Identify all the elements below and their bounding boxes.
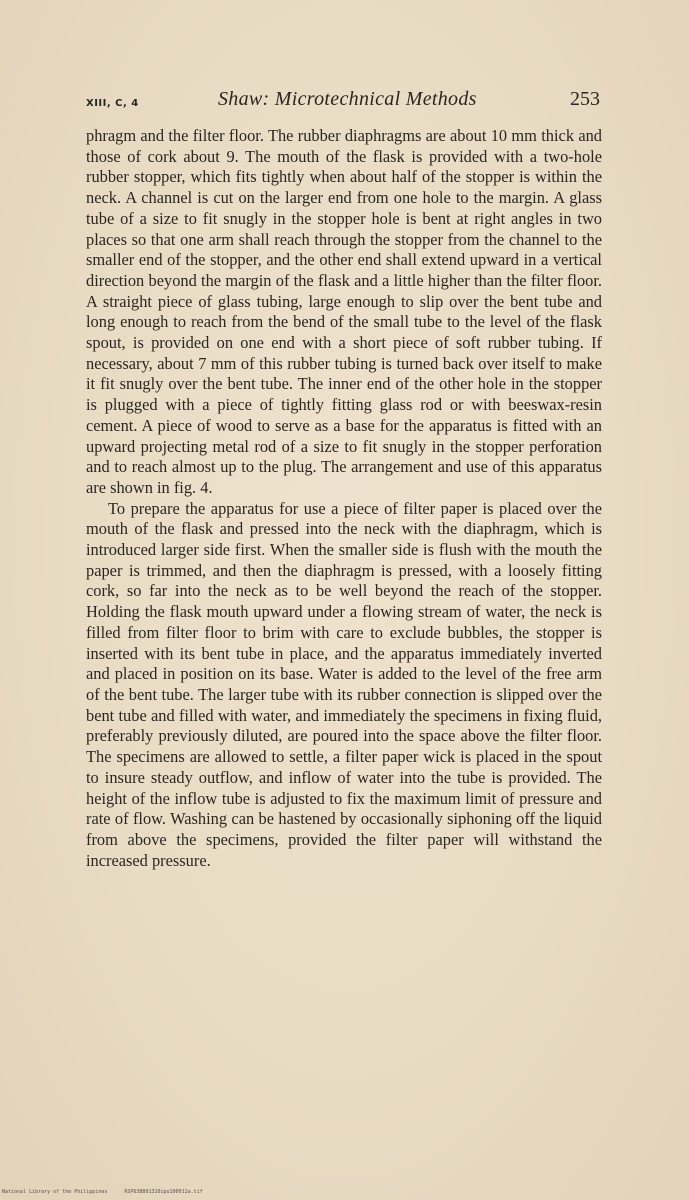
- scan-footer: [2, 1189, 203, 1195]
- footer-library: National Library of the Philippines: [2, 1189, 108, 1195]
- body-text: [86, 126, 602, 871]
- footer-file-id: RSP638B01310ipu100012a.tif: [124, 1189, 203, 1195]
- page-header: [86, 88, 600, 118]
- paragraph-1: phragm and the filter floor. The rubber diaphragms are about 10 mm thick and those of cork about 9. The mouth of the flask is provided with a two-hole rubber stopper, which fits tightly when about half of the stopper is within the neck. A channel is cut on the larger end from one hole to the margin. A glass tube of a size to fit snugly in the stopper hole is bent at right angles in two places so that one arm shall reach through the stopper from the channel to the smaller end of the stopper, and the other end shall extend upward in a vertical direction beyond the margin of the flask and a little higher than the filter floor. A straight piece of glass tubing, large enough to slip over the bent tube and long enough to reach from the bend of the small tube to the level of the flask spout, is provided on one end with a short piece of soft rubber tubing. If necessary, about 7 mm of this rubber tubing is turned back over itself to make it fit snugly over the bent tube. The inner end of the other hole in the stopper is plugged with a piece of tightly fitting glass rod or with beeswax-resin cement. A piece of wood to serve as a base for the apparatus is fitted with an upward projecting metal rod of a size to fit snugly in the stopper perforation and to reach almost up to the plug. The arrangement and use of this apparatus are shown in fig. 4.: [86, 126, 602, 497]
- running-title: Shaw: Microtechnical Methods: [218, 88, 477, 110]
- section-reference: XIII, C, 4: [86, 98, 139, 109]
- paragraph-2: To prepare the apparatus for use a piece of filter paper is placed over the mouth of the flask and pressed into the neck with the diaphragm, which is introduced larger side first. When the smaller side is flush with the mouth the paper is trimmed, and then the diaphragm is pressed, with a loosely fitting cork, so far into the neck as to be well beyond the reach of the stopper. Holding the flask mouth upward under a flowing stream of water, the neck is filled from filter floor to brim with care to exclude bubbles, the stopper is inserted with its bent tube in place, and the apparatus immediately inverted and placed in position on its base. Water is added to the level of the free arm of the bent tube. The larger tube with its rubber connection is slipped over the bent tube and filled with water, and immediately the specimens in fixing fluid, preferably previously diluted, are poured into the space above the filter floor. The specimens are allowed to settle, a filter paper wick is placed in the spout to insure steady outflow, and inflow of water into the tube is provided. The height of the inflow tube is adjusted to fix the maximum limit of pressure and rate of flow. Washing can be hastened by occasionally siphoning off the liquid from above the specimens, provided the filter paper will withstand the increased pressure.: [86, 498, 602, 870]
- page-number: 253: [570, 88, 600, 110]
